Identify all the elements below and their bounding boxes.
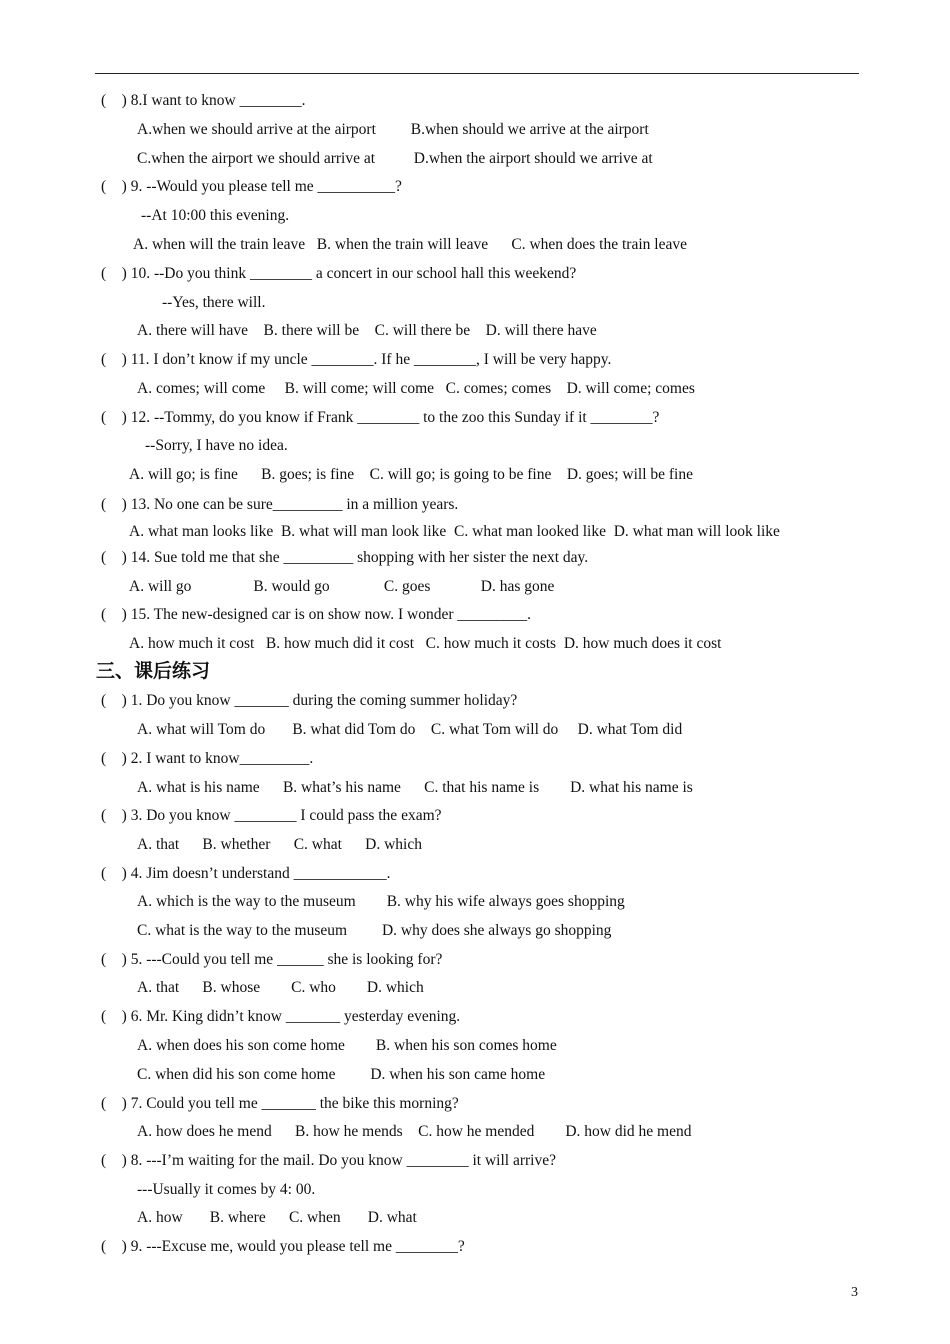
question-line: ( ) 9. ---Excuse me, would you please tell me ________? bbox=[101, 1238, 465, 1255]
question-line: ( ) 5. ---Could you tell me ______ she is looking for? bbox=[101, 951, 443, 968]
page-number: 3 bbox=[851, 1285, 858, 1300]
option-line: A. there will have B. there will be C. will there be D. will there have bbox=[137, 322, 597, 339]
option-line: A. will go B. would go C. goes D. has gone bbox=[129, 578, 555, 595]
option-line: A. will go; is fine B. goes; is fine C. will go; is going to be fine D. goes; will be fine bbox=[129, 466, 693, 483]
question-line: ( ) 12. --Tommy, do you know if Frank ________ to the zoo this Sunday if it ________? bbox=[101, 409, 660, 426]
option-line: A.when we should arrive at the airport B.when should we arrive at the airport bbox=[137, 121, 649, 138]
question-line: ( ) 2. I want to know_________. bbox=[101, 750, 314, 767]
section-title: 三、课后练习 bbox=[96, 660, 211, 682]
option-line: A. what is his name B. what’s his name C. that his name is D. what his name is bbox=[137, 779, 693, 796]
option-line: A. when will the train leave B. when the train will leave C. when does the train leave bbox=[133, 236, 687, 253]
option-line: A. when does his son come home B. when his son comes home bbox=[137, 1037, 557, 1054]
option-line: C.when the airport we should arrive at D.when the airport should we arrive at bbox=[137, 150, 653, 167]
option-line: A. how does he mend B. how he mends C. how he mended D. how did he mend bbox=[137, 1123, 692, 1140]
header-rule bbox=[95, 73, 859, 74]
question-line: ( ) 7. Could you tell me _______ the bike this morning? bbox=[101, 1095, 459, 1112]
option-line: A. comes; will come B. will come; will come C. comes; comes D. will come; comes bbox=[137, 380, 695, 397]
question-line: ( ) 9. --Would you please tell me __________? bbox=[101, 178, 402, 195]
question-line: ( ) 13. No one can be sure_________ in a million years. bbox=[101, 496, 459, 513]
question-line: ( ) 8. ---I’m waiting for the mail. Do you know ________ it will arrive? bbox=[101, 1152, 556, 1169]
question-line: ( ) 14. Sue told me that she _________ shopping with her sister the next day. bbox=[101, 549, 589, 566]
question-line: ( ) 6. Mr. King didn’t know _______ yesterday evening. bbox=[101, 1008, 461, 1025]
option-line: --At 10:00 this evening. bbox=[141, 207, 290, 224]
option-line: A. that B. whose C. who D. which bbox=[137, 979, 424, 996]
question-line: ( ) 1. Do you know _______ during the coming summer holiday? bbox=[101, 692, 518, 709]
question-line: ( ) 10. --Do you think ________ a concert in our school hall this weekend? bbox=[101, 265, 577, 282]
option-line: C. what is the way to the museum D. why does she always go shopping bbox=[137, 922, 612, 939]
question-line: ( ) 3. Do you know ________ I could pass the exam? bbox=[101, 807, 442, 824]
option-line: C. when did his son come home D. when his son came home bbox=[137, 1066, 546, 1083]
option-line: A. how B. where C. when D. what bbox=[137, 1209, 417, 1226]
option-line: A. what will Tom do B. what did Tom do C. what Tom will do D. what Tom did bbox=[137, 721, 683, 738]
option-line: A. how much it cost B. how much did it cost C. how much it costs D. how much does it cost bbox=[129, 635, 722, 652]
question-line: ( ) 8.I want to know ________. bbox=[101, 92, 306, 109]
option-line: --Yes, there will. bbox=[162, 294, 266, 311]
question-line: ( ) 15. The new-designed car is on show now. I wonder _________. bbox=[101, 606, 532, 623]
question-line: ( ) 4. Jim doesn’t understand ____________. bbox=[101, 865, 391, 882]
option-line: ---Usually it comes by 4: 00. bbox=[137, 1181, 316, 1198]
option-line: A. which is the way to the museum B. why his wife always goes shopping bbox=[137, 893, 625, 910]
option-line: A. that B. whether C. what D. which bbox=[137, 836, 422, 853]
option-line: --Sorry, I have no idea. bbox=[145, 437, 288, 454]
option-line: A. what man looks like B. what will man look like C. what man looked like D. what man will look like bbox=[129, 523, 780, 540]
question-line: ( ) 11. I don’t know if my uncle ________. If he ________, I will be very happy. bbox=[101, 351, 612, 368]
